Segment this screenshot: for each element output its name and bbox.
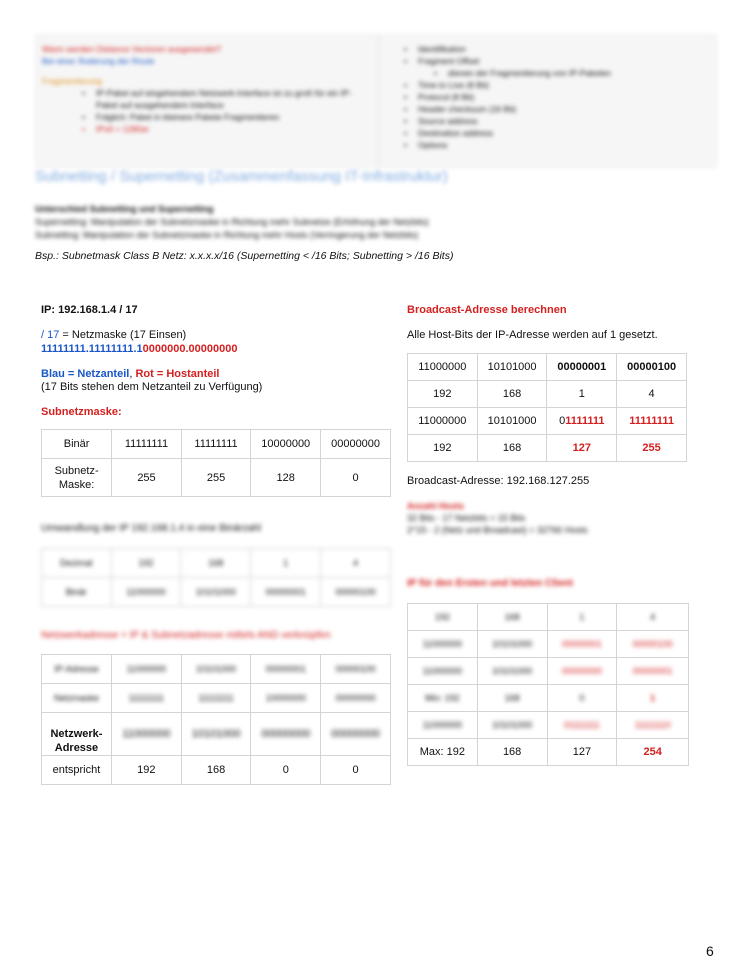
table-cell: 192 — [408, 381, 478, 408]
hosts-line: 32 Bits - 17 Netzbits = 15 Bits — [407, 513, 526, 523]
net-bit: 0 — [559, 415, 566, 427]
table-cell: 10101000 — [181, 713, 251, 756]
page-number: 6 — [706, 943, 714, 959]
table-cell: 127 — [547, 435, 617, 462]
table-cell: 254 — [617, 739, 689, 766]
table-cell: 4 — [321, 549, 391, 578]
distance-vector-answer: Bei einer Änderung der Route — [42, 56, 155, 66]
table-cell: 00000001 — [617, 658, 689, 685]
table-cell: 00000001 — [251, 655, 321, 684]
table-cell: 4 — [617, 604, 689, 631]
table-cell: 11111111 — [111, 684, 181, 713]
table-cell: 168 — [477, 739, 547, 766]
table-cell: 11000000 — [111, 713, 181, 756]
diff-line-subnetting: Subnetting: Manipulation der Subnetzmaske in Richtung mehr Hosts (Verringerung der Netzbits) — [35, 230, 419, 240]
conversion-table — [41, 548, 391, 607]
table-cell: 00000100 — [617, 631, 689, 658]
legend-blue: Blau = Netzanteil — [41, 368, 130, 380]
table-cell: entspricht — [42, 756, 112, 785]
table-cell: 255 — [617, 435, 687, 462]
range-title: IP für den Ersten und letzten Client — [407, 578, 573, 589]
table-cell: Netzwerk-Adresse — [42, 713, 112, 756]
table-cell: 00000000 — [321, 713, 391, 756]
table-cell: 192 — [111, 549, 181, 578]
table-cell: Binär — [42, 430, 112, 459]
header-field: • Protocol (8 Bit) — [404, 91, 709, 103]
mask-suffix: = Netzmaske (17 Einsen) — [59, 329, 187, 341]
table-cell: 127 — [547, 739, 617, 766]
table-cell: 11111111 — [617, 408, 687, 435]
legend-red: Rot = Hostanteil — [135, 368, 220, 380]
broadcast-table — [407, 353, 687, 462]
table-cell: 1 — [251, 549, 321, 578]
diff-heading: Unterschied Subnetting und Supernetting — [35, 204, 214, 214]
network-address-table — [41, 654, 391, 785]
table-cell: 1 — [547, 381, 617, 408]
table-cell: Dezimal — [42, 549, 112, 578]
table-cell: 11000000 — [408, 354, 478, 381]
table-cell: 0 — [321, 756, 391, 785]
table-cell: 11111111 — [112, 430, 182, 459]
table-cell: 168 — [477, 685, 547, 712]
table-cell: 4 — [617, 381, 687, 408]
table-cell: 11000000 — [408, 631, 478, 658]
table-cell: 10101000 — [181, 578, 251, 607]
subnet-table — [41, 429, 391, 497]
table-cell: 00000100 — [617, 354, 687, 381]
table-cell: 11000000 — [408, 408, 478, 435]
broadcast-title: Broadcast-Adresse berechnen — [407, 304, 567, 316]
section-title: Subnetting / Supernetting (Zusammenfassung IT-Infrastruktur) — [35, 168, 448, 185]
table-cell: 00000100 — [321, 655, 391, 684]
table-cell: 00000000 — [251, 713, 321, 756]
legend-separator: , — [129, 368, 136, 380]
network-address-title: Netzwerkadresse = IP & Subnetzadresse mittels AND verknüpfen — [41, 630, 331, 641]
table-cell: Binär — [42, 578, 112, 607]
table-cell: 11000000 — [408, 658, 478, 685]
hosts-line: 2^15 - 2 (Netz und Broadcast) = 32766 Hosts — [407, 525, 588, 535]
frag-item: • Folglich: Paket in kleinere Pakete Fragmentieren — [82, 111, 372, 123]
table-cell: 10000000 — [251, 430, 321, 459]
header-field: • Destination address — [404, 127, 709, 139]
table-cell: Min: 192 — [408, 685, 478, 712]
range-table — [407, 603, 689, 766]
table-cell: 1 — [547, 604, 617, 631]
diff-line-supernetting: Supernetting: Manipulation der Subnetzmaske in Richtung mehr Subnetze (Erhöhung der Netzbits) — [35, 217, 429, 227]
table-cell: 255 — [112, 459, 182, 497]
table-cell: 10101000 — [477, 408, 547, 435]
distance-vector-question: Wann werden Distance Vectoren ausgesendet? — [42, 44, 222, 54]
header-field: • Source address — [404, 115, 709, 127]
ip-label: IP: 192.168.1.4 / 17 — [41, 304, 138, 316]
table-cell: 10101000 — [477, 631, 547, 658]
table-cell: 00000100 — [321, 578, 391, 607]
table-cell: 11000000 — [111, 655, 181, 684]
table-cell: 10101000 — [477, 658, 547, 685]
table-cell: 00000001 — [547, 631, 617, 658]
header-field: • Options — [404, 139, 709, 151]
table-cell: 0 — [547, 685, 617, 712]
table-cell: 128 — [251, 459, 321, 497]
table-cell: 11000000 — [111, 578, 181, 607]
table-cell: 0 — [251, 756, 321, 785]
table-cell: 10101000 — [181, 655, 251, 684]
table-cell: 1 — [617, 685, 689, 712]
broadcast-result: Broadcast-Adresse: 192.168.127.255 — [407, 475, 590, 487]
hosts-title: Anzahl Hosts — [407, 501, 465, 511]
table-cell: 10101000 — [477, 354, 547, 381]
table-cell: 192 — [111, 756, 181, 785]
table-cell: 10101000 — [477, 712, 547, 739]
table-cell: 00000000 — [321, 684, 391, 713]
mask-bits-net: 11111111.11111111.1 — [41, 343, 143, 355]
table-cell — [547, 408, 617, 435]
table-cell: 0 — [321, 459, 391, 497]
table-cell: 168 — [477, 604, 547, 631]
table-cell: 11111111 — [181, 430, 251, 459]
mask-bits-host: 0000000.00000000 — [142, 343, 238, 355]
table-cell: 168 — [477, 381, 547, 408]
table-cell: 255 — [181, 459, 251, 497]
table-cell: 168 — [181, 756, 251, 785]
table-cell: 11111111 — [181, 684, 251, 713]
summary-box — [35, 34, 717, 168]
column-divider — [378, 35, 379, 167]
header-field: • Identifikation — [404, 43, 709, 55]
fragmentation-title: Fragmentierung — [42, 76, 103, 86]
table-cell: Netzmaske — [42, 684, 112, 713]
header-field-sub: • dienen der Fragmentierung von IP-Paketen — [434, 67, 709, 79]
table-cell: 168 — [181, 549, 251, 578]
table-cell: 00000001 — [547, 354, 617, 381]
table-cell: IP-Adresse — [42, 655, 112, 684]
host-bits: 1111111 — [565, 415, 605, 427]
example-line: Bsp.: Subnetmask Class B Netz: x.x.x.x/16 (Supernetting < /16 Bits; Subnetting > /16 Bits) — [35, 250, 454, 262]
table-cell: 192 — [408, 435, 478, 462]
header-field: • Time to Live (8 Bit) — [404, 79, 709, 91]
header-field: • Fragment Offset — [404, 55, 709, 67]
table-cell: Subnetz-Maske: — [42, 459, 112, 497]
table-cell: 00000000 — [321, 430, 391, 459]
frag-item: • IPv6 = 1280er — [82, 123, 372, 135]
table-cell: 11000000 — [408, 712, 478, 739]
table-cell: 00000001 — [251, 578, 321, 607]
table-cell: 00000000 — [547, 658, 617, 685]
table-cell: 192 — [408, 604, 478, 631]
table-cell: 01111111 — [547, 712, 617, 739]
header-field: • Header checksum (16 Bit) — [404, 103, 709, 115]
subnet-title: Subnetzmaske: — [41, 406, 122, 418]
frag-item: • IP-Paket auf eingehendem Netzwerk-Interface ist zu groß für ein IP-Paket auf ausgehendem Interface — [82, 87, 372, 111]
broadcast-note: Alle Host-Bits der IP-Adresse werden auf 1 gesetzt. — [407, 329, 658, 341]
conversion-title: Umwandlung der IP 192.168.1.4 in eine Binärzahl — [41, 523, 261, 534]
legend-note: (17 Bits stehen dem Netzanteil zu Verfügung) — [41, 381, 263, 393]
table-cell: 168 — [477, 435, 547, 462]
mask-prefix: / 17 — [41, 329, 60, 341]
table-cell: 11111110 — [617, 712, 689, 739]
table-cell: Max: 192 — [408, 739, 478, 766]
table-cell: 10000000 — [251, 684, 321, 713]
